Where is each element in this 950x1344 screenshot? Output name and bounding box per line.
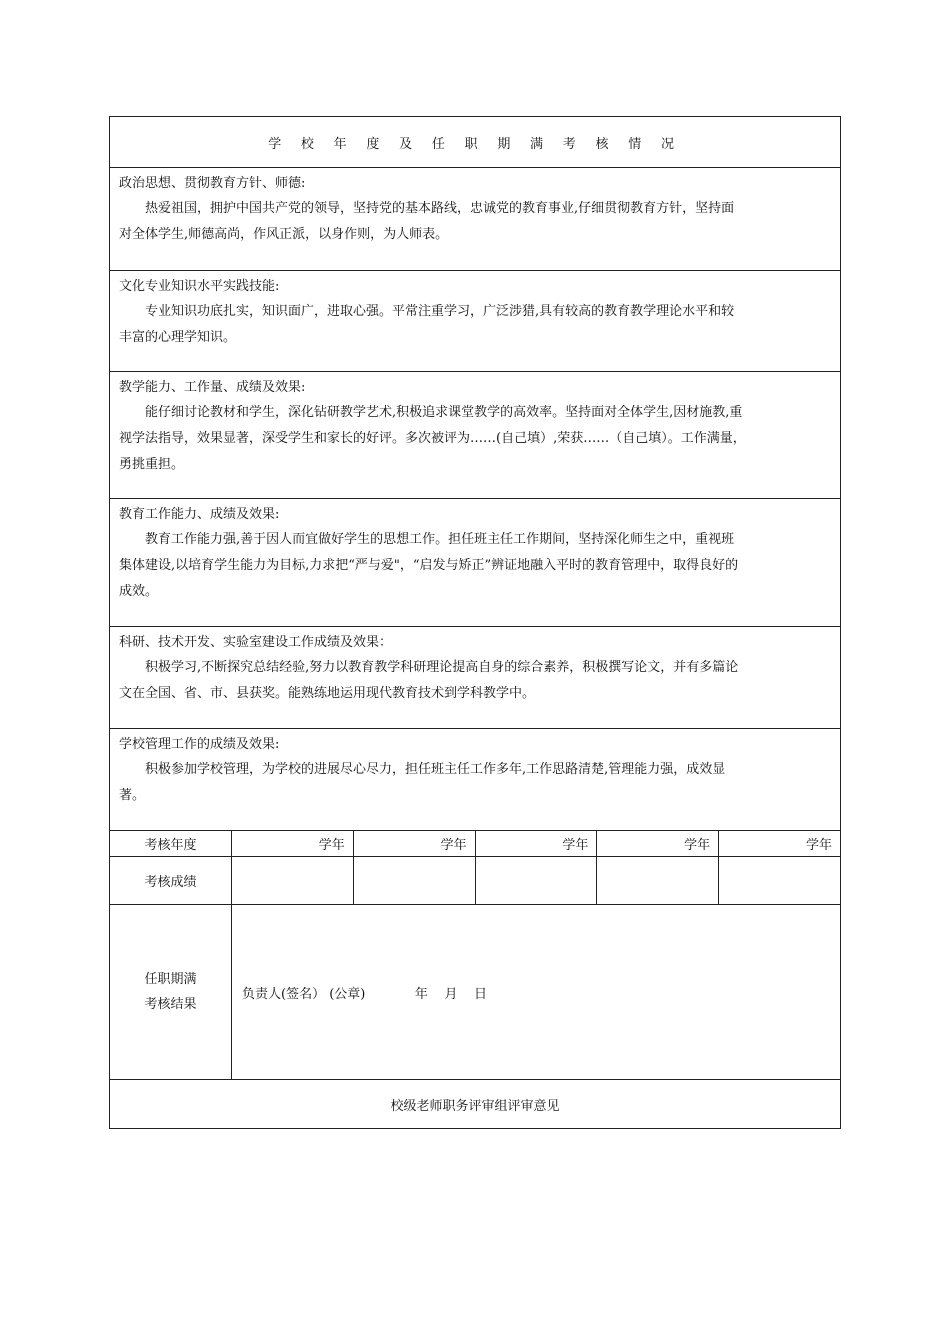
assessment-year-row bbox=[110, 831, 840, 857]
section-body: 教育工作能力强,善于因人而宜做好学生的思想工作。担任班主任工作期间，坚持深化师生之中，重视班集体建设,以培育学生能力为目标,力求把“严与爱"，“启发与矫正”辨证地融入平时的教育管理中，取得良好的成效。 bbox=[119, 532, 739, 599]
term-result-label bbox=[110, 905, 232, 1079]
assessment-score-label: 考核成绩 bbox=[110, 857, 232, 904]
section-body: 能仔细讨论教材和学生，深化钻研教学艺术,积极追求课堂教学的高效率。坚持面对全体学生,因材施教,重视学法指导，效果显著，深受学生和家长的好评。多次被评为……(自己填）,荣获……（自己填）。工作满量，勇挑重担。 bbox=[119, 405, 746, 472]
term-result-row bbox=[110, 905, 840, 1080]
section-management bbox=[110, 729, 840, 831]
section-politics bbox=[110, 168, 840, 271]
year-cell: 学年 bbox=[805, 838, 832, 853]
section-body: 积极参加学校管理，为学校的进展尽心尽力，担任班主任工作多年,工作思路清楚,管理能力强，成效显著。 bbox=[119, 762, 726, 803]
score-cell bbox=[719, 857, 840, 904]
section-knowledge bbox=[110, 271, 840, 372]
assessment-score-row bbox=[110, 857, 840, 905]
section-body: 积极学习,不断探究总结经验,努力以教育教学科研理论提高自身的综合素养，积极撰写论文，并有多篇论文在全国、省、市、县获奖。能熟练地运用现代教育技术到学科教学中。 bbox=[119, 660, 739, 701]
year-cell: 学年 bbox=[354, 831, 476, 856]
section-body: 热爱祖国，拥护中国共产党的领导，坚持党的基本路线，忠诚党的教育事业,仔细贯彻教育方针，坚持面对全体学生,师德高尚，作风正派，以身作则，为人师表。 bbox=[119, 201, 735, 242]
review-opinion-heading: 校级老师职务评审组评审意见 bbox=[390, 1098, 560, 1114]
year-cell: 学年 bbox=[232, 831, 354, 856]
score-cell bbox=[597, 857, 719, 904]
section-education bbox=[110, 499, 840, 627]
section-heading: 学校管理工作的成绩及效果: bbox=[119, 737, 280, 752]
section-heading: 教育工作能力、成绩及效果: bbox=[119, 507, 280, 522]
assessment-year-label: 考核年度 bbox=[110, 831, 232, 856]
year-cell: 学年 bbox=[476, 831, 598, 856]
assessment-form bbox=[109, 116, 841, 1129]
term-result-label-line1: 任职期满 bbox=[144, 972, 197, 987]
section-heading: 政治思想、贯彻教育方针、师德: bbox=[119, 176, 306, 191]
section-research bbox=[110, 627, 840, 729]
year-cell: 学年 bbox=[597, 831, 719, 856]
section-heading: 教学能力、工作量、成绩及效果: bbox=[119, 380, 306, 395]
term-result-content bbox=[232, 905, 840, 1079]
section-heading: 文化专业知识水平实践技能: bbox=[119, 279, 280, 294]
section-teaching bbox=[110, 372, 840, 499]
score-cell bbox=[476, 857, 598, 904]
score-cell bbox=[354, 857, 476, 904]
section-body: 专业知识功底扎实，知识面广，进取心强。平常注重学习，广泛涉猎,具有较高的教育教学理论水平和较丰富的心理学知识。 bbox=[119, 304, 735, 345]
section-heading: 科研、技术开发、实验室建设工作成绩及效果： bbox=[119, 635, 393, 650]
form-title: 学 校 年 度 及 任 职 期 满 考 核 情 况 bbox=[110, 117, 840, 168]
score-cell bbox=[232, 857, 354, 904]
term-result-label-line2: 考核结果 bbox=[144, 997, 197, 1012]
signature-line: 负责人(签名） (公章) 年 月 日 bbox=[242, 986, 487, 1002]
